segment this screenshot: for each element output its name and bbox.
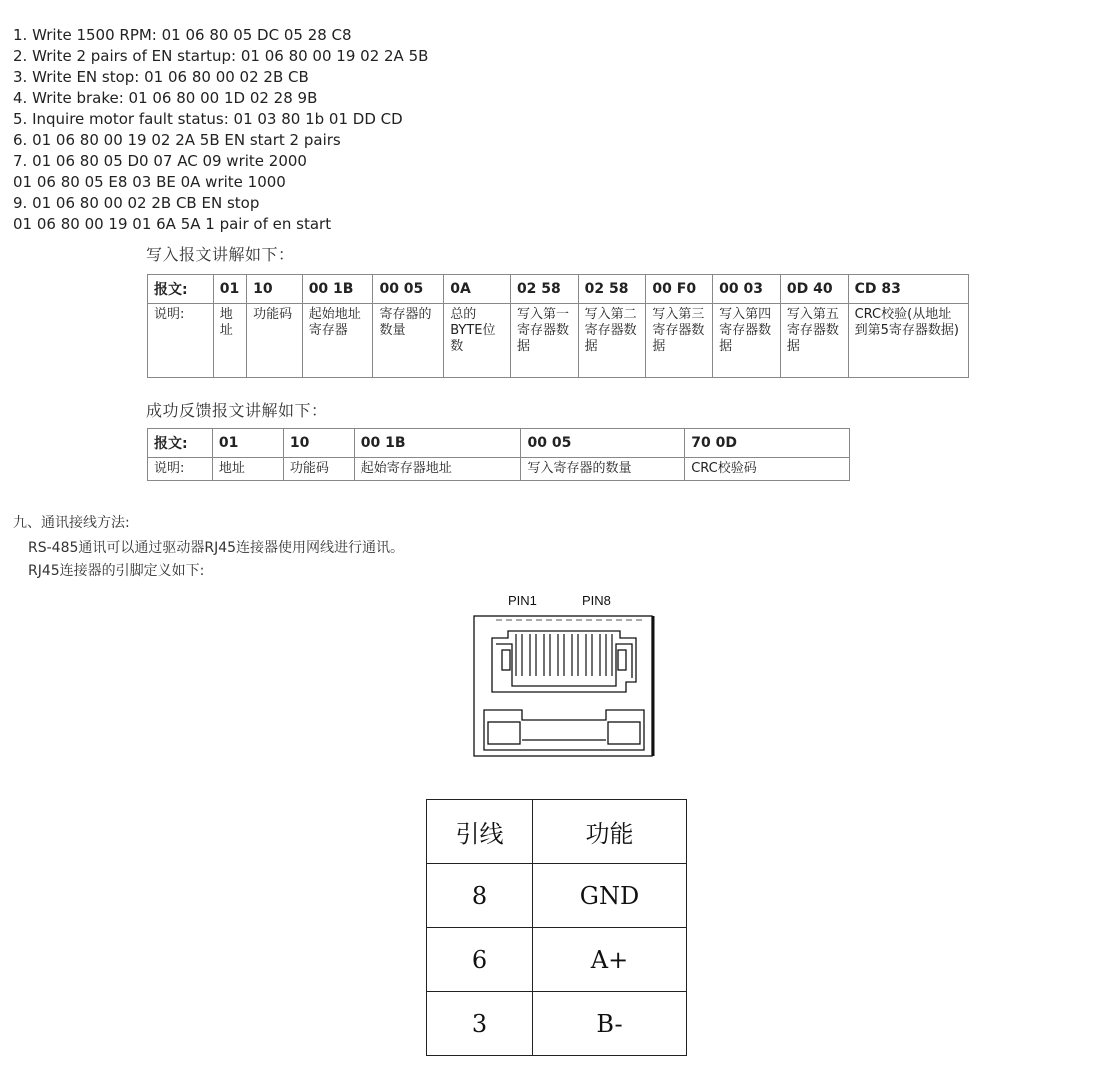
- table-cell: CRC校验码: [685, 458, 850, 481]
- table-row: [427, 928, 687, 992]
- table-cell: 00 F0: [646, 275, 713, 304]
- table-cell: CD 83: [848, 275, 968, 304]
- write-message-table: [147, 274, 969, 378]
- table-cell: 寄存器的数量: [373, 304, 444, 378]
- table-cell: 70 0D: [685, 429, 850, 458]
- contact-pins: [516, 634, 612, 676]
- table-cell: CRC校验(从地址到第5寄存器数据): [848, 304, 968, 378]
- table-cell: 地址: [213, 304, 246, 378]
- table-cell: 写入寄存器的数量: [521, 458, 685, 481]
- table-cell: 写入第三寄存器数据: [646, 304, 713, 378]
- pin-table-header: [427, 800, 687, 864]
- table-cell: 功能码: [283, 458, 354, 481]
- command-line: 9. 01 06 80 00 02 2B CB EN stop: [13, 194, 260, 212]
- command-line: 4. Write brake: 01 06 80 00 1D 02 28 9B: [13, 89, 318, 107]
- table-cell: 01: [213, 275, 246, 304]
- table-cell: 起始地址寄存器: [302, 304, 373, 378]
- wiring-description: RS-485通讯可以通过驱动器RJ45连接器使用网线进行通讯。: [28, 540, 405, 556]
- table-cell: 8: [427, 864, 533, 928]
- table-cell: 3: [427, 992, 533, 1056]
- command-line: 2. Write 2 pairs of EN startup: 01 06 80 00 19 02 2A 5B: [13, 47, 429, 65]
- table-cell: 报文:: [148, 275, 214, 304]
- table-cell: 6: [427, 928, 533, 992]
- command-list: [13, 25, 428, 235]
- command-line: 1. Write 1500 RPM: 01 06 80 05 DC 05 28 C8: [13, 26, 352, 44]
- table-cell: 说明:: [148, 304, 214, 378]
- table-cell: 10: [247, 275, 303, 304]
- write-section-heading: 写入报文讲解如下：: [146, 245, 295, 264]
- feedback-header-row: [148, 429, 850, 458]
- table-cell: 02 58: [510, 275, 578, 304]
- table-cell: 写入第二寄存器数据: [578, 304, 646, 378]
- table-cell: 说明:: [148, 458, 213, 481]
- table-cell: 0D 40: [780, 275, 848, 304]
- pin8-label: PIN8: [582, 593, 611, 608]
- table-cell: 10: [283, 429, 354, 458]
- table-cell: 写入第四寄存器数据: [713, 304, 781, 378]
- wiring-pin-intro: RJ45连接器的引脚定义如下:: [28, 563, 205, 579]
- table-cell: 0A: [444, 275, 511, 304]
- table-row: [427, 992, 687, 1056]
- table-cell: 地址: [212, 458, 283, 481]
- table-cell: 起始寄存器地址: [354, 458, 521, 481]
- feedback-desc-row: [148, 458, 850, 481]
- write-desc-row: [148, 304, 969, 378]
- table-cell: 02 58: [578, 275, 646, 304]
- table-cell: 00 1B: [302, 275, 373, 304]
- command-line: 6. 01 06 80 00 19 02 2A 5B EN start 2 pairs: [13, 131, 341, 149]
- table-cell: B-: [533, 992, 687, 1056]
- table-cell: 00 03: [713, 275, 781, 304]
- command-line: 3. Write EN stop: 01 06 80 00 02 2B CB: [13, 68, 309, 86]
- table-cell: A+: [533, 928, 687, 992]
- table-cell: GND: [533, 864, 687, 928]
- table-cell: 00 05: [521, 429, 685, 458]
- pin1-label: PIN1: [508, 593, 537, 608]
- table-cell: 00 1B: [354, 429, 521, 458]
- rj45-connector-diagram: [472, 590, 656, 760]
- table-cell: 报文:: [148, 429, 213, 458]
- command-line: 7. 01 06 80 05 D0 07 AC 09 write 2000: [13, 152, 307, 170]
- feedback-message-table: [147, 428, 850, 481]
- table-cell: 总的BYTE位数: [444, 304, 511, 378]
- feedback-section-heading: 成功反馈报文讲解如下：: [146, 401, 328, 420]
- table-cell: 00 05: [373, 275, 444, 304]
- wiring-title: 九、通讯接线方法:: [13, 515, 130, 531]
- table-cell: 写入第一寄存器数据: [510, 304, 578, 378]
- table-header-cell: 引线: [427, 800, 533, 864]
- write-header-row: [148, 275, 969, 304]
- table-cell: 写入第五寄存器数据: [780, 304, 848, 378]
- table-header-cell: 功能: [533, 800, 687, 864]
- command-line: 5. Inquire motor fault status: 01 03 80 1b 01 DD CD: [13, 110, 403, 128]
- table-cell: 功能码: [247, 304, 303, 378]
- table-row: [427, 864, 687, 928]
- table-cell: 01: [212, 429, 283, 458]
- command-line: 01 06 80 05 E8 03 BE 0A write 1000: [13, 173, 286, 191]
- command-line: 01 06 80 00 19 01 6A 5A 1 pair of en start: [13, 215, 332, 233]
- pin-definition-table: [426, 799, 687, 1056]
